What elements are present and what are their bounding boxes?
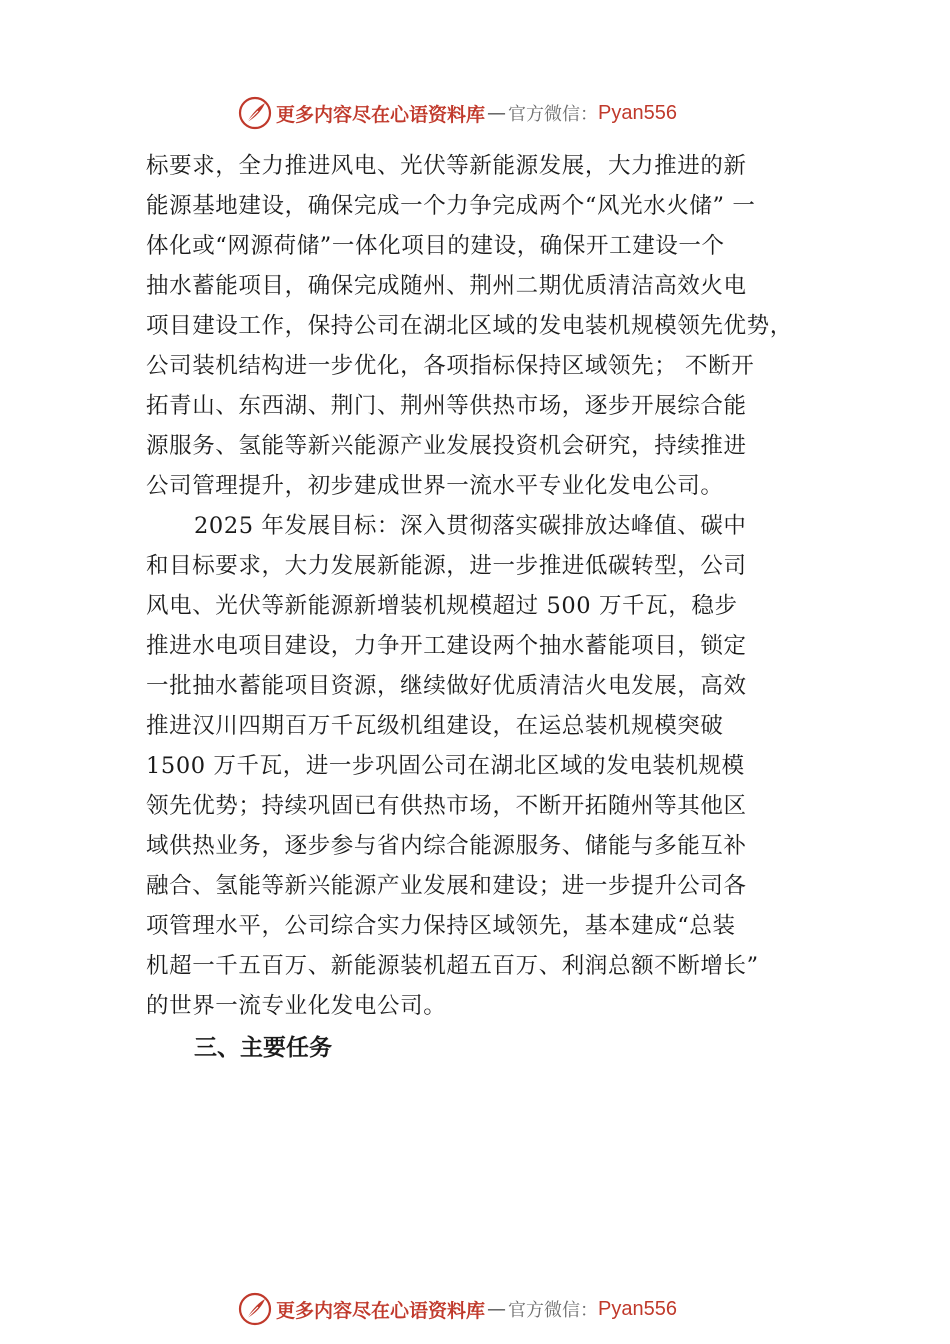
watermark-dash: — xyxy=(487,1298,507,1320)
section-heading: 三、主要任务 xyxy=(194,1035,332,1061)
text-line: 推进汉川四期百万千瓦级机组建设，在运总装机规模突破 xyxy=(146,713,724,739)
text-line: 融合、氢能等新兴能源产业发展和建设；进一步提升公司各 xyxy=(146,873,747,899)
text-line: 域供热业务，逐步参与省内综合能源服务、储能与多能互补 xyxy=(146,833,747,859)
text-line: 公司管理提升，初步建成世界一流水平专业化发电公司。 xyxy=(146,473,724,499)
text-line: 项目建设工作，保持公司在湖北区域的发电装机规模领先优势， xyxy=(146,313,793,339)
text-line: 源服务、氢能等新兴能源产业发展投资机会研究，持续推进 xyxy=(146,433,747,459)
text-line: 公司装机结构进一步优化，各项指标保持区域领先； 不断开 xyxy=(146,353,755,379)
header-watermark xyxy=(238,96,677,130)
text-line: 机超一千五百万、新能源装机超五百万、利润总额不断增长” xyxy=(146,953,759,979)
paragraph-2 xyxy=(146,506,816,1026)
text-line: 1500 万千瓦，进一步巩固公司在湖北区域的发电装机规模 xyxy=(146,753,745,779)
feather-pen-logo-icon xyxy=(238,96,272,130)
paragraph-1 xyxy=(146,146,816,506)
text-line: 能源基地建设，确保完成一个力争完成两个“风光水火储” 一 xyxy=(146,193,756,219)
document-body xyxy=(146,146,816,1068)
text-line: 体化或“网源荷储”一体化项目的建设，确保开工建设一个 xyxy=(146,233,725,259)
text-line: 项管理水平，公司综合实力保持区域领先，基本建成“总装 xyxy=(146,913,736,939)
text-line: 一批抽水蓄能项目资源，继续做好优质清洁火电发展，高效 xyxy=(146,673,747,699)
watermark-wechat-id: Pyan556 xyxy=(598,1297,677,1320)
text-line: 拓青山、东西湖、荆门、荆州等供热市场，逐步开展综合能 xyxy=(146,393,747,419)
watermark-dash: — xyxy=(487,102,507,124)
text-line: 风电、光伏等新能源新增装机规模超过 500 万千瓦，稳步 xyxy=(146,593,738,619)
watermark-wechat-id: Pyan556 xyxy=(598,101,677,124)
watermark-text: 更多内容尽在心语资料库 xyxy=(276,1299,486,1322)
text-line: 和目标要求，大力发展新能源，进一步推进低碳转型，公司 xyxy=(146,553,747,579)
text-line: 抽水蓄能项目，确保完成随州、荆州二期优质清洁高效火电 xyxy=(146,273,747,299)
text-line: 2025 年发展目标：深入贯彻落实碳排放达峰值、碳中 xyxy=(194,513,747,539)
watermark-wechat-label: 官方微信： xyxy=(508,104,599,125)
watermark-wechat-label: 官方微信： xyxy=(508,1300,599,1321)
text-line: 领先优势；持续巩固已有供热市场，不断开拓随州等其他区 xyxy=(146,793,747,819)
text-line: 的世界一流专业化发电公司。 xyxy=(146,993,447,1019)
text-line: 推进水电项目建设，力争开工建设两个抽水蓄能项目，锁定 xyxy=(146,633,747,659)
footer-watermark xyxy=(238,1292,677,1326)
feather-pen-logo-icon xyxy=(238,1292,272,1326)
text-line: 标要求，全力推进风电、光伏等新能源发展，大力推进的新 xyxy=(146,153,747,179)
watermark-text: 更多内容尽在心语资料库 xyxy=(276,103,486,126)
